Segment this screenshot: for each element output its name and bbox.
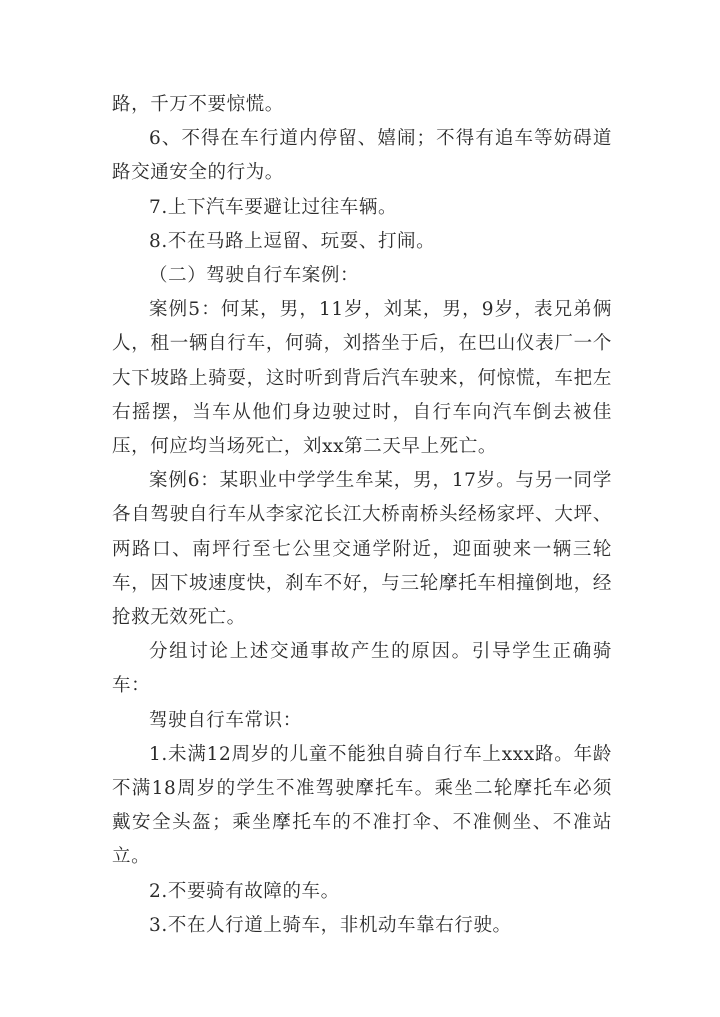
paragraph-case-6: 案例6：某职业中学学生牟某，男，17岁。与另一同学各自驾驶自行车从李家沱长江大桥南桥头经杨家坪、大坪、两路口、南坪行至七公里交通学附近，迎面驶来一辆三轮车，因下坡速度快，刹车不好，与三轮摩托车相撞倒地，经抢救无效死亡。 [112, 470, 612, 629]
paragraph-knowledge-3: 3.不在人行道上骑车，非机动车靠右行驶。 [149, 914, 512, 936]
paragraph-continuation: 路，千万不要惊慌。 [112, 94, 284, 115]
paragraph-knowledge-2: 2.不要骑有故障的车。 [149, 880, 340, 902]
section-heading-bicycle-cases: （二）驾驶自行车案例： [149, 265, 360, 287]
document-body [112, 88, 612, 943]
paragraph-rule-8: 8.不在马路上逗留、玩耍、打闹。 [149, 230, 436, 252]
paragraph-case-5: 案例5：何某，男，11岁，刘某，男，9岁，表兄弟俩人，租一辆自行车，何骑，刘搭坐于后，在巴山仪表厂一个大下坡路上骑耍，这时听到背后汽车驶来，何惊慌，车把左右摇摆，当车从他们身边驶过时，自行车向汽车倒去被佳压，何应均当场死亡，刘xx第二天早上死亡。 [112, 299, 612, 458]
paragraph-discussion: 分组讨论上述交通事故产生的原因。引导学生正确骑车： [112, 641, 612, 697]
paragraph-rule-7: 7.上下汽车要避让过往车辆。 [149, 196, 398, 218]
paragraph-rule-6: 6、不得在车行道内停留、嬉闹；不得有追车等妨碍道路交通安全的行为。 [112, 128, 612, 184]
paragraph-knowledge-1: 1.未满12周岁的儿童不能独自骑自行车上xxx路。年龄不满18周岁的学生不准驾驶摩托车。乘坐二轮摩托车必须戴安全头盔；乘坐摩托车的不准打伞、不准侧坐、不准站立。 [112, 743, 612, 868]
subheading-bicycle-knowledge: 驾驶自行车常识： [149, 709, 302, 731]
